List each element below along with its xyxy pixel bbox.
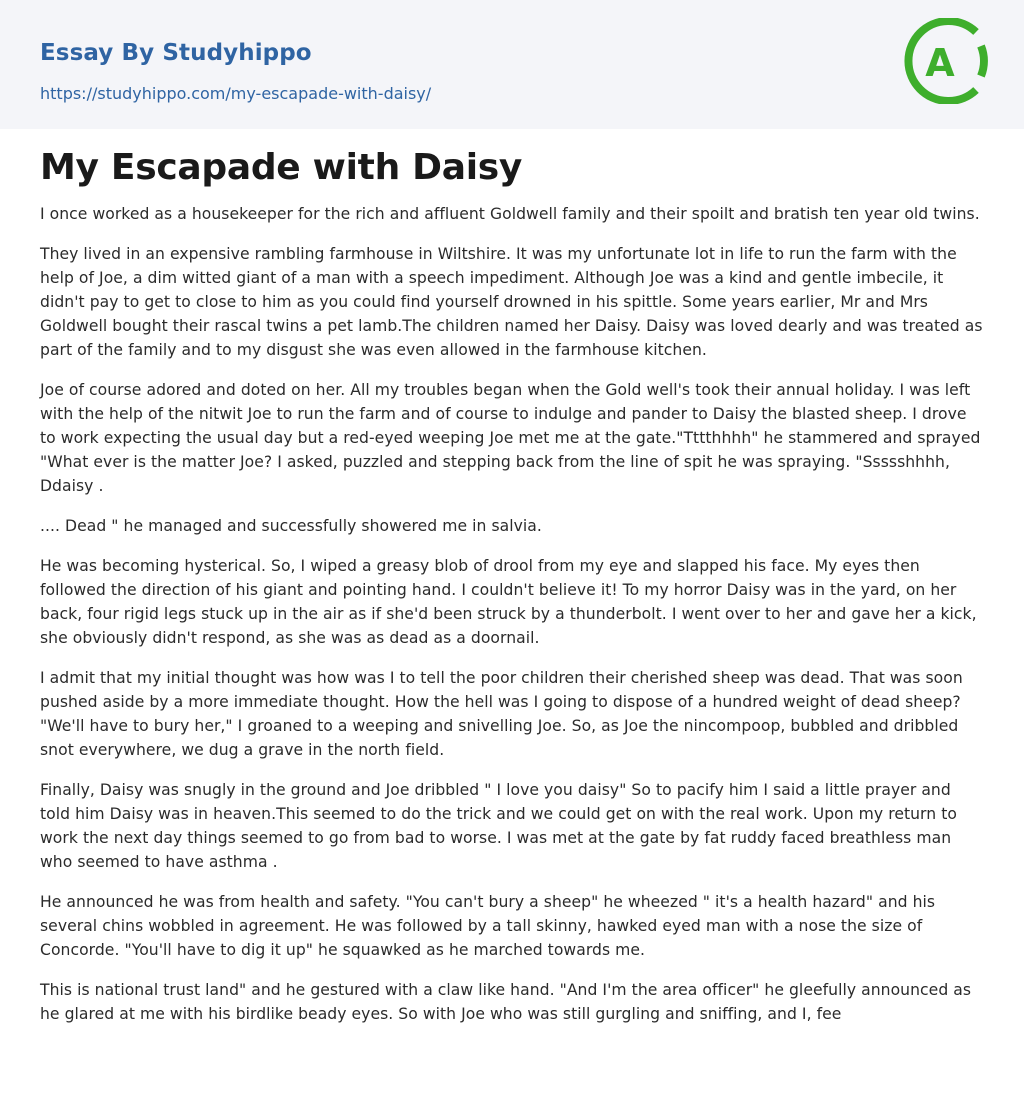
logo-letter: A [925,41,955,85]
paragraph-3: Joe of course adored and doted on her. All my troubles began when the Gold well's took their annual holiday. I was left with the help of the nitwit Joe to run the farm and of course to indulge and pander to Daisy the blasted sheep. I drove to work expecting the usual day but a red-eyed weeping Joe met me at the gate."Tttthhhh" he stammered and sprayed "What ever is the matter Joe? I asked, puzzled and stepping back from the line of spit he was spraying. "Ssssshhhh, Ddaisy . [40,381,981,495]
paragraph-2: They lived in an expensive rambling farmhouse in Wiltshire. It was my unfortunate lot in life to run the farm with the help of Joe, a dim witted giant of a man with a speech impediment. Although Joe was a kind and gentle imbecile, it didn't pay to get to close to him as you could find yourself drowned in his spittle. Some years earlier, Mr and Mrs Goldwell bought their rascal twins a pet lamb.The children named her Daisy. Daisy was loved dearly and was treated as part of the family and to my disgust she was even allowed in the farmhouse kitchen. [40,245,983,359]
article-body [40,146,984,1042]
article-url-link[interactable]: https://studyhippo.com/my-escapade-with-daisy/ [40,84,432,103]
paragraph-9: This is national trust land" and he gestured with a claw like hand. "And I'm the area officer" he gleefully announced as he glared at me with his birdlike beady eyes. So with Joe who was still gurgling and sniffing, and I, fee [40,981,972,1023]
paragraph-5: He was becoming hysterical. So, I wiped a greasy blob of drool from my eye and slapped his face. My eyes then followed the direction of his giant and pointing hand. I couldn't believe it! To my horror Daisy was in the yard, on her back, four rigid legs stuck up in the air as if she'd been struck by a thunderbolt. I went over to her and gave her a kick, she obviously didn't respond, as she was as dead as a doornail. [40,557,977,647]
paragraph-1: I once worked as a housekeeper for the rich and affluent Goldwell family and their spoilt and bratish ten year old twins. [40,205,980,223]
article-title: My Escapade with Daisy [40,147,523,188]
paragraph-6: I admit that my initial thought was how was I to tell the poor children their cherished sheep was dead. That was soon pushed aside by a more immediate thought. How the hell was I going to dispose of a hundred weight of dead sheep? "We'll have to bury her," I groaned to a weeping and snivelling Joe. So, as Joe the nincompoop, bubbled and dribbled snot everywhere, we dug a grave in the north field. [40,669,963,759]
paragraph-7: Finally, Daisy was snugly in the ground and Joe dribbled " I love you daisy" So to pacify him I said a little prayer and told him Daisy was in heaven.This seemed to do the trick and we could get on with the real work. Upon my return to work the next day things seemed to go from bad to worse. I was met at the gate by fat ruddy faced breathless man who seemed to have asthma . [40,781,957,871]
paragraph-4: .... Dead " he managed and successfully showered me in salvia. [40,517,542,535]
site-brand: Essay By Studyhippo [40,40,312,66]
page-header [0,0,1024,129]
paragraph-8: He announced he was from health and safety. "You can't bury a sheep" he wheezed " it's a health hazard" and his several chins wobbled in agreement. He was followed by a tall skinny, hawked eyed man with a nose the size of Concorde. "You'll have to dig it up" he squawked as he marched towards me. [40,893,936,959]
studyhippo-logo-icon[interactable] [904,18,990,104]
